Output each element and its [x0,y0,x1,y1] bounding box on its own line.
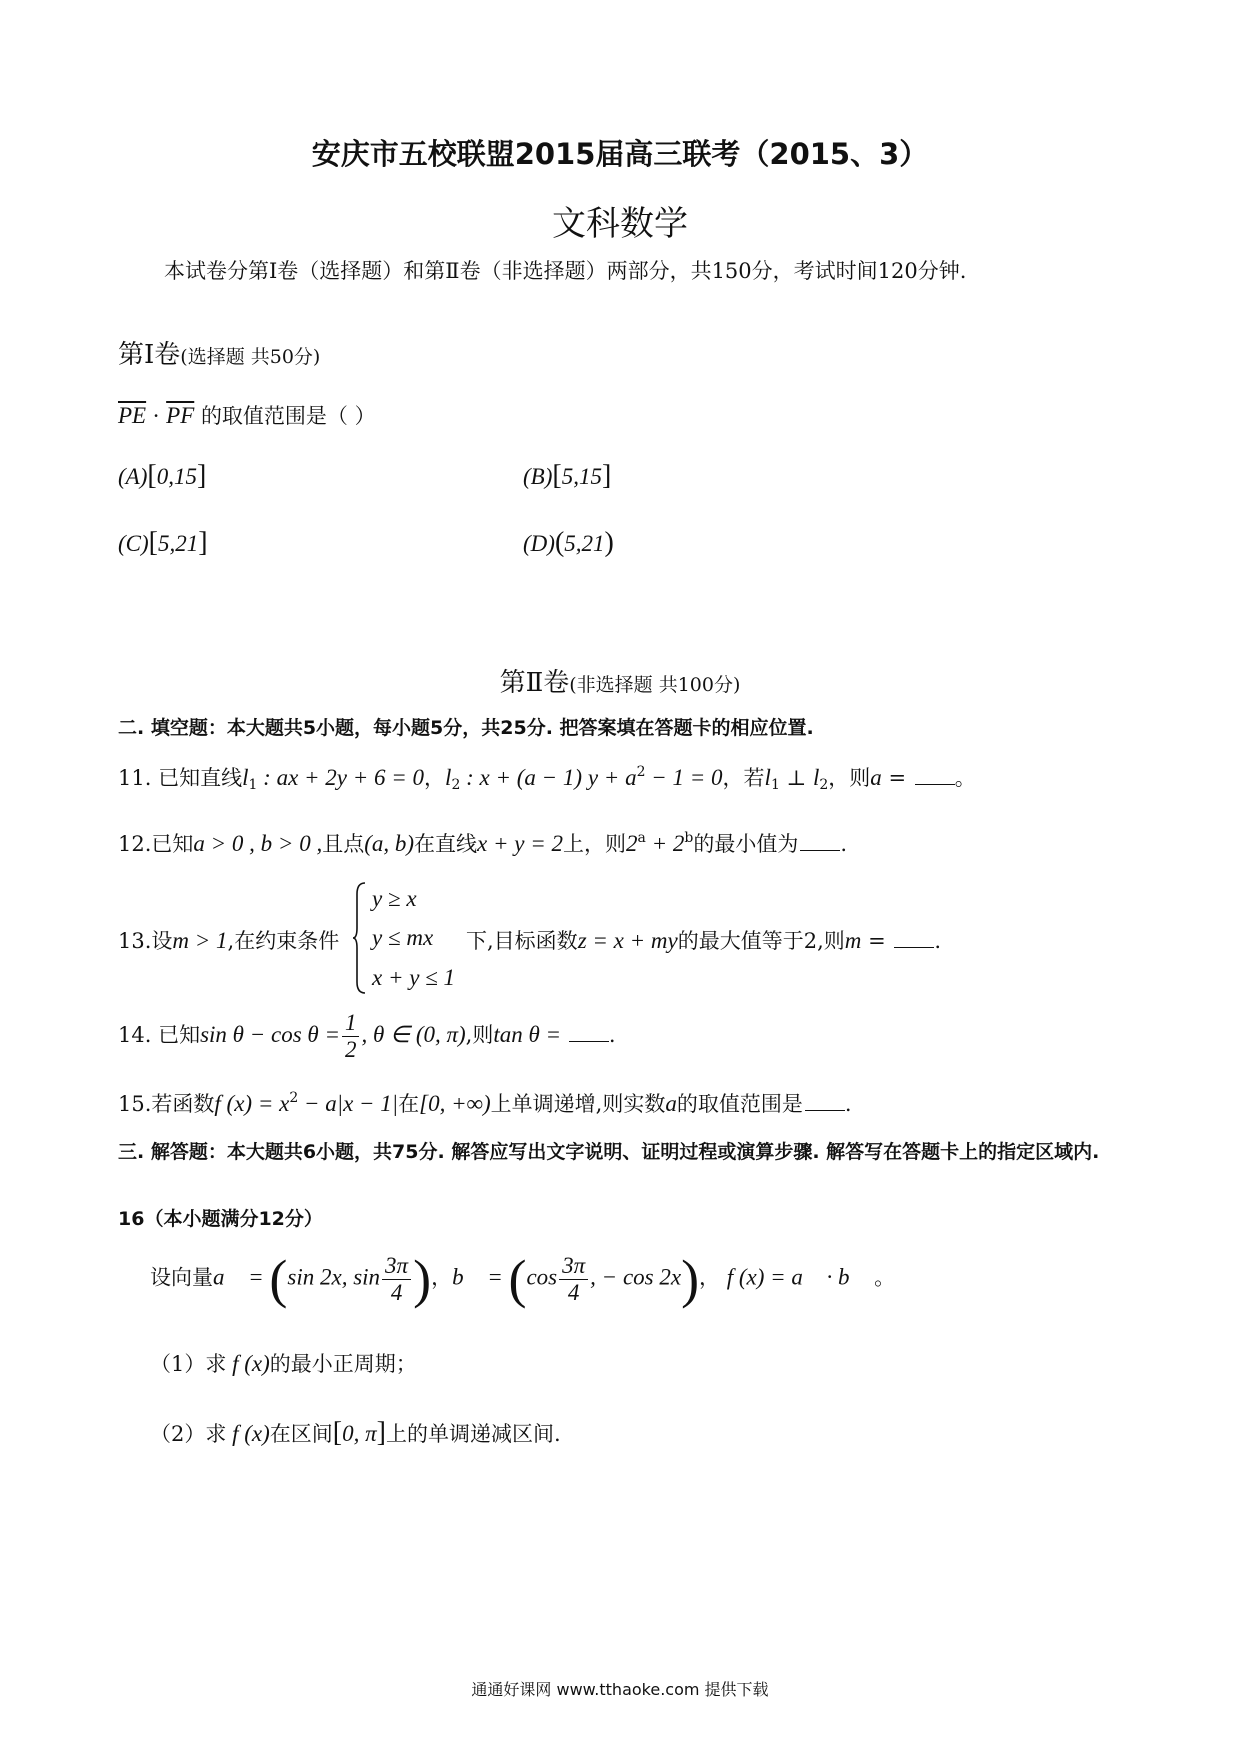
question-14: 14. 已知sin θ − cos θ = $\frac{1}{2}$ , θ ∈ (0, π),则tan θ = . [118,1010,616,1062]
question-16-stem: 设向量a⃗ = (sin 2x, sin $\frac{3\pi}{4}$ )，b⃗ = (cos $\frac{3\pi}{4}$ , − cos 2x)， f (x) = a⃗ · b⃗ 。 [150,1249,896,1309]
constraint-1: y ≥ x [372,886,417,911]
constraint-2: y ≤ mx [372,925,434,950]
question-11: 11. 已知直线$l_1$ : ax + 2y + 6 = 0，$l_2$ : x + (a − 1) $y + a^2 - 1 = 0$，若$l_1$ ⊥ $l_2$，则a = 。 [118,764,976,793]
option-c: (C)[5,21] [118,527,208,558]
part2-heading [0,662,1240,699]
part1-heading-label: 第Ⅰ卷 [118,340,181,370]
answer-heading: 三. 解答题：本大题共6小题，共75分. 解答应写出文字说明、证明过程或演算步骤. 解答写在答题卡上的指定区域内. [118,1141,1100,1163]
exam-intro: 本试卷分第Ⅰ卷（选择题）和第Ⅱ卷（非选择题）两部分，共150分，考试时间120分钟. [164,259,967,283]
question-16-part1: （1）求 f (x)的最小正周期； [150,1351,417,1376]
exam-subject: 文科数学 [552,204,688,244]
question-12: 12.已知a > 0 , b > 0 ,且点(a, b)在直线x + y = 2上，则$2^a + 2^b$的最小值为 . [118,830,848,856]
option-b: (B)[5,15] [523,460,612,491]
question-13-tail: 下,目标函数z = x + my的最大值等于2,则m = . [466,928,942,953]
option-d: (D)(5,21) [523,527,614,558]
constraint-brace [352,882,366,994]
part2-heading-note: (非选择题 共100分) [569,674,741,696]
fill-in-heading: 二. 填空题：本大题共5小题，每小题5分，共25分. 把答案填在答题卡的相应位置. [118,717,814,739]
page-footer: 通通好课网 www.tthaoke.com 提供下载 [471,1680,769,1699]
exam-title: 安庆市五校联盟2015届高三联考（2015、3） [311,137,929,171]
constraint-3: x + y ≤ 1 [372,965,456,990]
part1-heading-note: (选择题 共50分) [180,346,321,368]
question-16-part2: （2）求 f (x)在区间[0, π]上的单调递减区间. [150,1417,561,1448]
question-10: $\overline{PE} \cdot \overline{PF}$ 的取值范围是（ ） [118,403,376,428]
part2-heading-label: 第Ⅱ卷 [499,668,570,698]
question-10-text: 的取值范围是（ ） [200,404,376,428]
question-16-title: 16（本小题满分12分） [118,1208,323,1230]
question-13: 13.设m > 1,在约束条件 [118,928,340,953]
question-15: 15.若函数f $(x) = x^2 - a|x - 1|$在[0, +∞)上单调递增,则实数a的取值范围是 . [118,1090,852,1116]
part1-heading [118,334,320,371]
option-a: (A)[0,15] [118,460,207,491]
